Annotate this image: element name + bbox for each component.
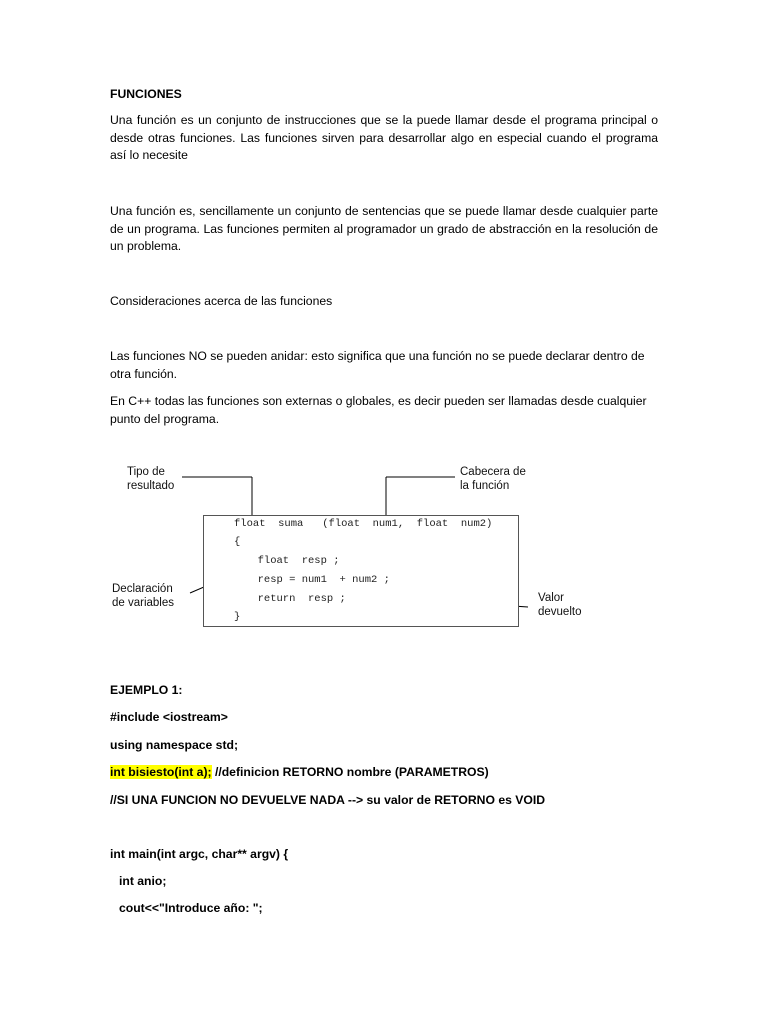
label-decl-line1: Declaración [112, 583, 173, 595]
code-main: int main(int argc, char** argv) { [110, 847, 289, 861]
highlighted-declaration: int bisiesto(int a); [110, 765, 212, 779]
paragraph-abstraction: Una función es, sencillamente un conjunto de sentencias que se puede llamar desde cualquier parte de un programa. Las funciones permiten al programador un grado de abstracción en la resolución de un problema. [110, 204, 658, 253]
code-line-return: return resp ; [245, 593, 346, 605]
example-title: EJEMPLO 1: [110, 683, 183, 697]
label-valor-devuelto [538, 591, 581, 619]
label-cabecera-line1: Cabecera de [460, 466, 526, 478]
paragraph-definition: Una función es un conjunto de instrucciones que se la puede llamar desde el programa principal o desde otras funciones. Las funciones sirven para desarrollar algo en especial cuando el programa así lo necesite [110, 113, 658, 162]
label-valor-line1: Valor [538, 592, 564, 604]
code-namespace: using namespace std; [110, 738, 239, 752]
code-void-comment: //SI UNA FUNCION NO DEVUELVE NADA --> su valor de RETORNO es VOID [110, 793, 546, 807]
code-line-declaration: float resp ; [245, 555, 340, 567]
heading: FUNCIONES [110, 87, 182, 101]
code-line-close-brace: } [234, 611, 241, 623]
paragraph-global: En C++ todas las funciones son externas o globales, es decir pueden ser llamadas desde cualquier punto del programa. [110, 394, 647, 426]
code-line-assignment: resp = num1 + num2 ; [245, 574, 390, 586]
declaration-comment: //definicion RETORNO nombre (PARAMETROS) [211, 765, 489, 779]
function-diagram [0, 455, 768, 635]
code-anio: int anio; [119, 874, 167, 888]
label-tipo-line1: Tipo de [127, 466, 165, 478]
code-include: #include <iostream> [110, 710, 228, 724]
code-box [203, 515, 519, 627]
label-decl-line2: de variables [112, 597, 175, 609]
code-cout: cout<<"Introduce año: "; [119, 901, 263, 915]
label-declaracion [112, 582, 174, 610]
label-valor-line2: devuelto [538, 606, 582, 618]
code-line-signature: float suma (float num1, float num2) [234, 518, 493, 530]
label-cabecera-line2: la función [460, 480, 510, 492]
label-tipo-resultado [127, 465, 174, 493]
paragraph-nesting: Las funciones NO se pueden anidar: esto significa que una función no se puede declarar dentro de otra función. [110, 349, 645, 381]
code-line-open-brace: { [234, 536, 241, 548]
label-tipo-line2: resultado [127, 480, 175, 492]
label-cabecera [460, 465, 526, 493]
code-declaration-line [110, 764, 658, 782]
subheading: Consideraciones acerca de las funciones [110, 294, 333, 308]
